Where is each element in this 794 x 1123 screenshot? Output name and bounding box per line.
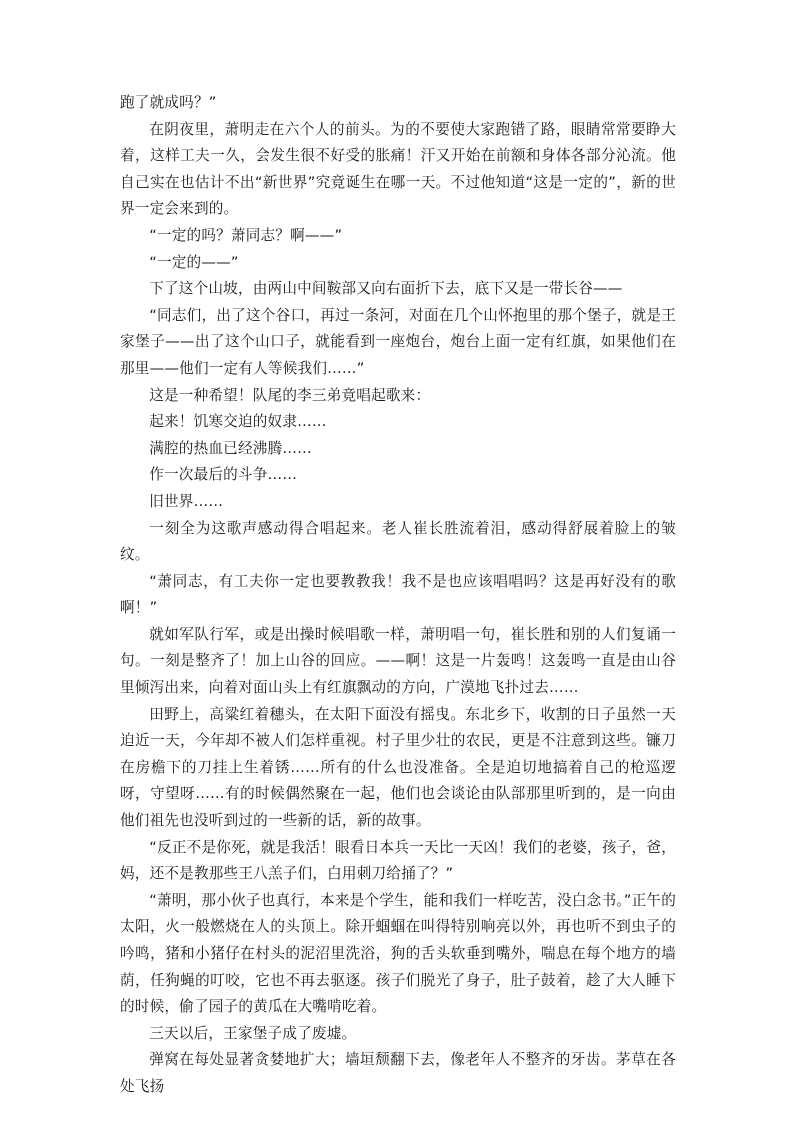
paragraph: 田野上，高粱红着穗头，在太阳下面没有摇曳。东北乡下，收割的日子虽然一天迫近一天，今年却不被人们怎样重视。村子里少壮的农民，更是不注意到这些。镰刀在房檐下的刀挂上生着锈……所有的什么也没准备。全是迫切地搞着自己的枪巡逻呀，守望呀……有的时候偶然聚在一起，他们也会谈论由队部那里听到的，是一向由他们祖先也没听到过的一些新的话，新的故事。	[120, 705, 676, 830]
paragraph: “同志们，出了这个谷口，再过一条河，对面在几个山怀抱里的那个堡子，就是王家堡子——出了这个山口子，就能看到一座炮台，炮台上面一定有红旗，如果他们在那里——他们一定有人等候我们……”	[120, 306, 676, 377]
paragraph: “反正不是你死，就是我活！眼看日本兵一天比一天凶！我们的老婆，孩子，爸，妈，还不是教那些王八羔子们，白用刺刀给捅了？”	[120, 838, 676, 883]
paragraph: 在阴夜里，萧明走在六个人的前头。为的不要使大家跑错了路，眼睛常常要睁大着，这样工夫一久，会发生很不好受的胀痛！汗又开始在前额和身体各部分沁流。他自己实在也估计不出“新世界”究竟诞生在哪一天。不过他知道“这是一定的”，新的世界一定会来到的。	[120, 120, 676, 218]
paragraph: “一定的——”	[149, 253, 239, 271]
paragraph: 这是一种希望！队尾的李三弟竟唱起歌来：	[149, 386, 431, 404]
paragraph: “萧同志，有工夫你一定也要教教我！我不是也应该唱唱吗？这是再好没有的歌啊！”	[120, 572, 676, 617]
body-text	[120, 90, 676, 1101]
song-line: 起来！饥寒交迫的奴隶……	[149, 413, 327, 431]
paragraph: 三天以后，王家堡子成了废墟。	[149, 1024, 357, 1042]
paragraph: “萧明，那小伙子也真行，本来是个学生，能和我们一样吃苦，没白念书。”正午的太阳，火一般燃烧在人的头顶上。除开蝈蝈在叫得特别响亮以外，再也听不到虫子的吟鸣，猪和小猪仔在村头的泥沼里洗浴，狗的舌头软垂到嘴外，喘息在每个地方的墙荫，任狗蝇的叮咬，它也不再去驱逐。孩子们脱光了身子，肚子鼓着，趁了大人睡下的时候，偷了园子的黄瓜在大嘴啃吃着。	[120, 891, 676, 1016]
paragraph: 跑了就成吗？”	[120, 94, 217, 111]
paragraph: 一刻全为这歌声感动得合唱起来。老人崔长胜流着泪，感动得舒展着脸上的皱纹。	[120, 519, 676, 564]
paragraph: 下了这个山坡，由两山中间鞍部又向右面折下去，底下又是一带长谷——	[149, 280, 623, 298]
paragraph: 就如军队行军，或是出操时候唱歌一样，萧明唱一句，崔长胜和别的人们复诵一句。一刻是整齐了！加上山谷的回应。——啊！这是一片轰鸣！这轰鸣一直是由山谷里倾泻出来，向着对面山头上有红旗飘动的方向，广漠地飞扑过去……	[120, 625, 676, 697]
paragraph: “一定的吗？萧同志？啊——”	[149, 226, 343, 244]
song-line: 作一次最后的斗争……	[149, 466, 298, 484]
song-line: 旧世界……	[149, 492, 224, 510]
paragraph: 弹窝在每处显著贪婪地扩大；墙垣颓翻下去，像老年人不整齐的牙齿。茅草在各处飞扬	[120, 1051, 676, 1095]
song-line: 满腔的热血已经沸腾……	[149, 439, 312, 457]
